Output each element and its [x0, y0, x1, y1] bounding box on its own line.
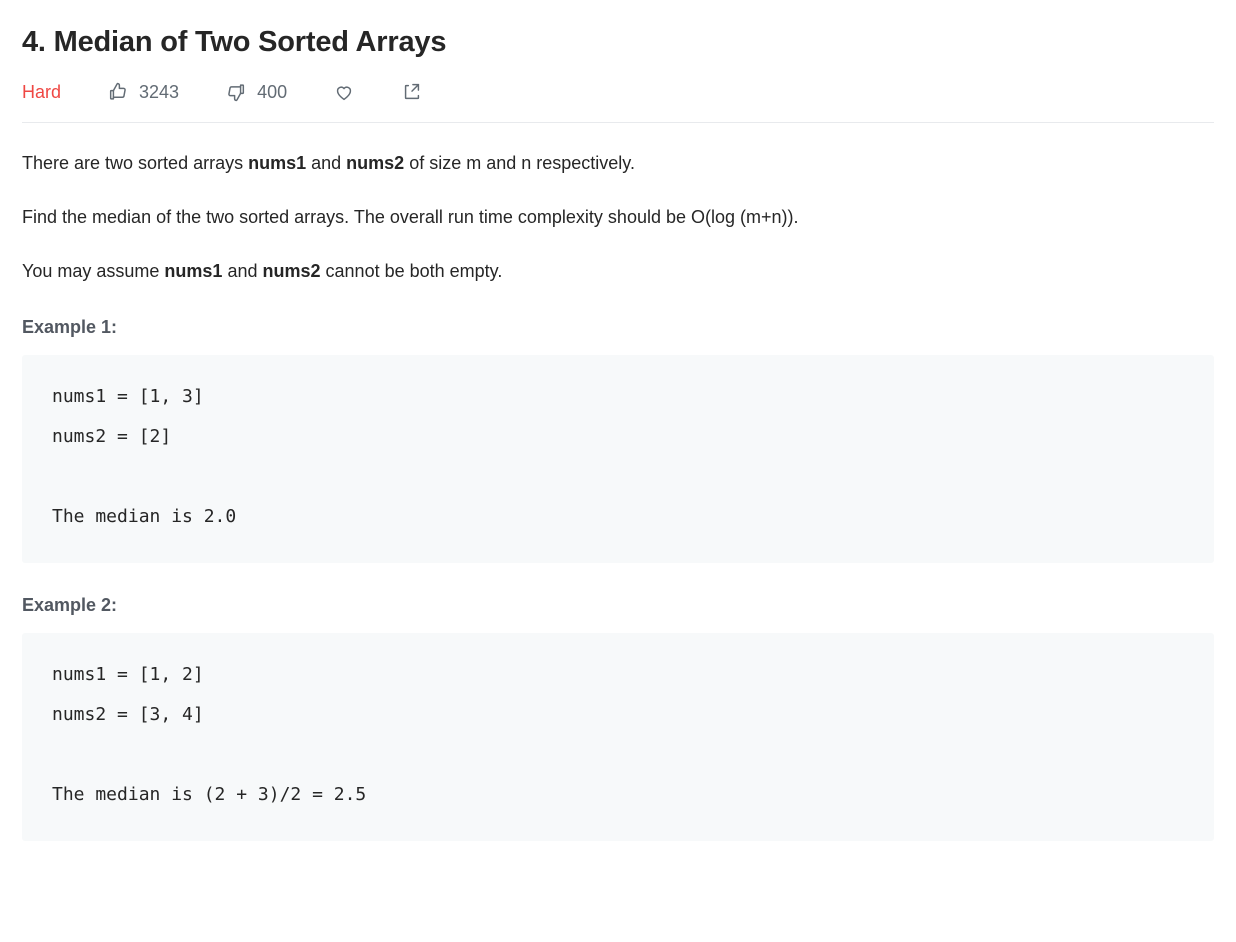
- like-button[interactable]: [107, 81, 179, 103]
- text-segment: and: [222, 261, 263, 281]
- example-2-code-block: [22, 633, 1214, 841]
- code-line: nums1 = [1, 2]: [52, 664, 204, 685]
- code-line: The median is 2.0: [52, 506, 237, 527]
- code-line-blank: [52, 735, 1184, 775]
- text-segment-bold: nums2: [262, 261, 321, 281]
- text-segment-bold: nums1: [248, 153, 307, 173]
- code-line: nums1 = [1, 3]: [52, 386, 204, 407]
- share-icon[interactable]: [401, 81, 423, 103]
- description-paragraph-1: [22, 150, 1214, 177]
- example-1-code-block: [22, 355, 1214, 563]
- code-line: nums2 = [2]: [52, 426, 172, 447]
- like-count: 3243: [139, 82, 180, 102]
- dislike-count: 400: [257, 82, 288, 102]
- text-segment: and: [306, 153, 347, 173]
- difficulty-badge: Hard: [22, 82, 62, 102]
- text-segment-bold: nums2: [346, 153, 405, 173]
- text-segment: There are two sorted arrays: [22, 153, 249, 173]
- thumbs-up-icon: [107, 81, 129, 103]
- dislike-button[interactable]: [225, 81, 287, 103]
- page-title: 4. Median of Two Sorted Arrays: [22, 26, 447, 58]
- description-paragraph-2: [22, 204, 1214, 231]
- thumbs-down-icon: [225, 81, 247, 103]
- problem-meta-row: [22, 66, 1214, 118]
- text-segment: Find the median of the two sorted arrays. The overall run time complexity should be O(log (m+n)).: [22, 207, 799, 227]
- text-segment: of size m and n respectively.: [404, 153, 635, 173]
- heart-icon[interactable]: [333, 81, 355, 103]
- header-divider: [22, 122, 1214, 123]
- text-segment: You may assume: [22, 261, 165, 281]
- text-segment: cannot be both empty.: [320, 261, 503, 281]
- example-2-label: Example 2:: [22, 595, 118, 615]
- example-1-label: Example 1:: [22, 317, 118, 337]
- code-line-blank: [52, 457, 1184, 497]
- code-line: The median is (2 + 3)/2 = 2.5: [52, 784, 367, 805]
- text-segment-bold: nums1: [164, 261, 223, 281]
- code-line: nums2 = [3, 4]: [52, 704, 204, 725]
- description-paragraph-3: [22, 258, 1214, 285]
